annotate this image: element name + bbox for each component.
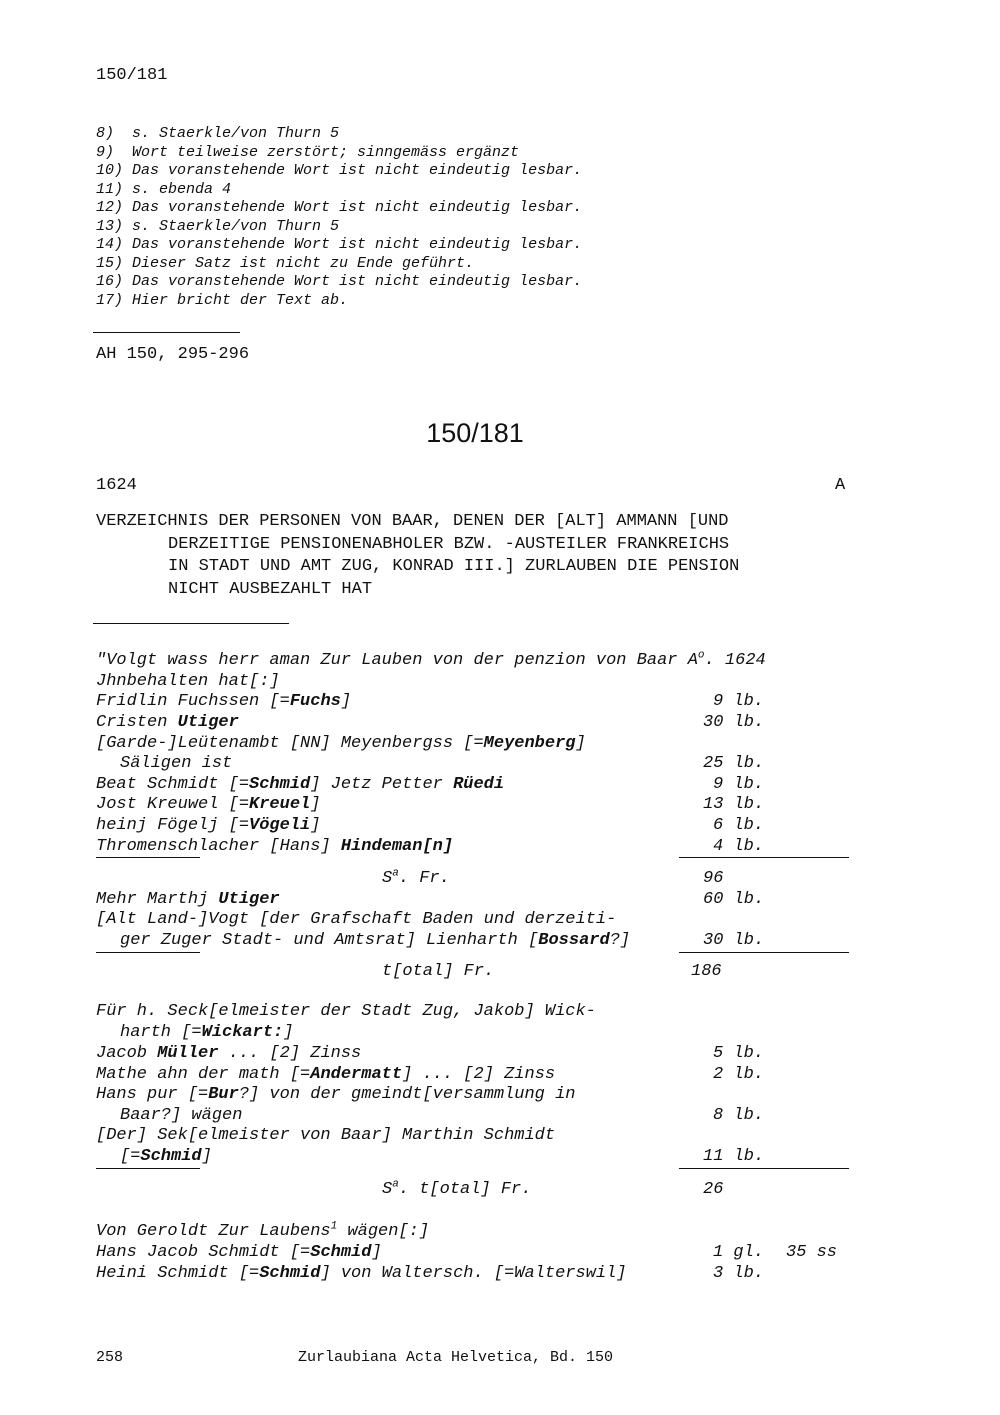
footnote-number: 10): [96, 162, 124, 179]
name-underline: [96, 857, 200, 858]
footnote-text: Hier bricht der Text ab.: [132, 291, 349, 309]
footnote-number: 16): [96, 273, 124, 290]
total-label: t[otal] Fr.: [382, 962, 495, 981]
footnote-text: Das voranstehende Wort ist nicht eindeutig lesbar.: [132, 273, 583, 290]
entry-amount: 4 lb.: [713, 837, 765, 856]
entry-name-continued: [=Schmid]: [120, 1147, 212, 1166]
entry-amount-secondary: 35 ss: [786, 1243, 838, 1262]
entry-amount: 30 lb.: [703, 713, 765, 732]
footnote-number: 17): [96, 291, 124, 309]
footnote-number: 15): [96, 254, 124, 272]
footnote: [96, 181, 582, 200]
footnote: [96, 273, 582, 292]
footnote-text: s. ebenda 4: [132, 180, 232, 198]
page-number: 258: [96, 1349, 124, 1366]
sum-rule: [679, 952, 849, 953]
footnote-number: 14): [96, 236, 124, 253]
footnote: [96, 292, 582, 311]
total-value: 186: [691, 962, 722, 981]
entry-name: Thromenschlacher [Hans] Hindeman[n]: [96, 837, 454, 856]
title-line: VERZEICHNIS DER PERSONEN VON BAAR, DENEN DER [ALT] AMMANN [UND: [96, 512, 729, 531]
footnote-separator: [93, 332, 240, 333]
document-number: 150/181: [426, 418, 524, 448]
title-line: IN STADT UND AMT ZUG, KONRAD III.] ZURLAUBEN DIE PENSION: [168, 557, 740, 577]
footnote-text: Wort teilweise zerstört; sinngemäss ergänzt: [132, 143, 520, 161]
entry-amount: 1 gl.: [713, 1243, 765, 1262]
entry-amount: 5 lb.: [713, 1044, 765, 1063]
entry-amount: 30 lb.: [703, 931, 765, 950]
footnote-text: s. Staerkle/von Thurn 5: [132, 217, 340, 235]
entry-name: heinj Fögelj [=Vögeli]: [96, 816, 321, 835]
footnote: [96, 218, 582, 237]
entry-name: Mehr Marthj Utiger: [96, 890, 280, 909]
footnote-number: 13): [96, 217, 124, 235]
source-reference: AH 150, 295-296: [96, 345, 250, 364]
entry-name: [Alt Land-]Vogt [der Grafschaft Baden und derzeiti-: [96, 910, 617, 929]
title-separator: [93, 623, 289, 624]
footnote-number: 9): [96, 143, 115, 161]
footnote-text: Das voranstehende Wort ist nicht eindeutig lesbar.: [132, 236, 583, 253]
name-underline: [96, 1168, 200, 1169]
document-letter: A: [835, 476, 846, 495]
entry-name: [Der] Sek[elmeister von Baar] Marthin Schmidt: [96, 1126, 556, 1145]
document-title: [96, 511, 856, 601]
publication-title: Zurlaubiana Acta Helvetica, Bd. 150: [298, 1349, 614, 1366]
entry-amount: 2 lb.: [713, 1065, 765, 1084]
intro-line: Jhnbehalten hat[:]: [96, 672, 280, 691]
entry-name-continued: ger Zuger Stadt- und Amtsrat] Lienharth [Bossard?]: [120, 931, 631, 950]
footnote: [96, 162, 582, 181]
entry-name: Hans pur [=Bur?] von der gmeindt[versammlung in: [96, 1085, 576, 1104]
title-line: DERZEITIGE PENSIONENABHOLER BZW. -AUSTEILER FRANKREICHS: [168, 534, 730, 554]
footnote: [96, 125, 582, 144]
footnote: [96, 236, 582, 255]
name-underline: [96, 952, 200, 953]
footnotes: [96, 125, 582, 310]
entry-name: Hans Jacob Schmidt [=Schmid]: [96, 1243, 382, 1262]
subtotal-value: 96: [703, 869, 724, 888]
subtotal-label: $S^a$. t[otal] Fr.: [382, 1178, 532, 1199]
document-year: 1624: [96, 476, 137, 495]
subtotal-value: 26: [703, 1180, 724, 1199]
footnote: [96, 144, 582, 163]
entry-amount: 11 lb.: [703, 1147, 765, 1166]
entry-name-continued: Säligen ist: [120, 754, 233, 773]
entry-amount: 9 lb.: [713, 775, 765, 794]
sum-rule: [679, 857, 849, 858]
entry-name: Mathe ahn der math [=Andermatt] ... [2] Zinss: [96, 1065, 556, 1084]
entry-amount: 9 lb.: [713, 692, 765, 711]
section-heading-continued: harth [=Wickart:]: [120, 1023, 294, 1042]
footnote-number: 8): [96, 125, 115, 142]
entry-name: Cristen Utiger: [96, 713, 239, 732]
entry-amount: 8 lb.: [713, 1106, 765, 1125]
entry-name: Beat Schmidt [=Schmid] Jetz Petter Rüedi: [96, 775, 505, 794]
entry-amount: 3 lb.: [713, 1264, 765, 1283]
footnote: [96, 255, 582, 274]
entry-name: Heini Schmidt [=Schmid] von Waltersch. [=Walterswil]: [96, 1264, 627, 1283]
footnote-number: 12): [96, 199, 124, 216]
entry-amount: 25 lb.: [703, 754, 765, 773]
running-head: 150/181: [96, 66, 168, 85]
footnote-number: 11): [96, 180, 124, 198]
footnote: [96, 199, 582, 218]
entry-amount: 60 lb.: [703, 890, 765, 909]
entry-name: Jacob Müller ... [2] Zinss: [96, 1044, 362, 1063]
subtotal-label: $S^a$. Fr.: [382, 867, 450, 888]
entry-name-continued: Baar?] wägen: [120, 1106, 243, 1125]
entry-amount: 13 lb.: [703, 795, 765, 814]
intro-line: "Volgt wass herr aman Zur Lauben von der penzion von Baar $A^o$. 1624: [96, 649, 766, 670]
entry-amount: 6 lb.: [713, 816, 765, 835]
section-heading: Von Geroldt Zur Laubens$^1$ wägen[:]: [96, 1220, 430, 1241]
sum-rule: [679, 1168, 849, 1169]
footnote-text: Das voranstehende Wort ist nicht eindeutig lesbar.: [132, 162, 583, 179]
footnote-text: Das voranstehende Wort ist nicht eindeutig lesbar.: [132, 199, 583, 216]
entry-name: [Garde-]Leütenambt [NN] Meyenbergss [=Meyenberg]: [96, 734, 586, 753]
title-line: NICHT AUSBEZAHLT HAT: [168, 579, 373, 599]
section-heading: Für h. Seck[elmeister der Stadt Zug, Jakob] Wick-: [96, 1002, 596, 1021]
entry-name: Jost Kreuwel [=Kreuel]: [96, 795, 321, 814]
entry-name: Fridlin Fuchssen [=Fuchs]: [96, 692, 352, 711]
footnote-text: Dieser Satz ist nicht zu Ende geführt.: [132, 254, 475, 272]
footnote-text: s. Staerkle/von Thurn 5: [132, 125, 340, 142]
